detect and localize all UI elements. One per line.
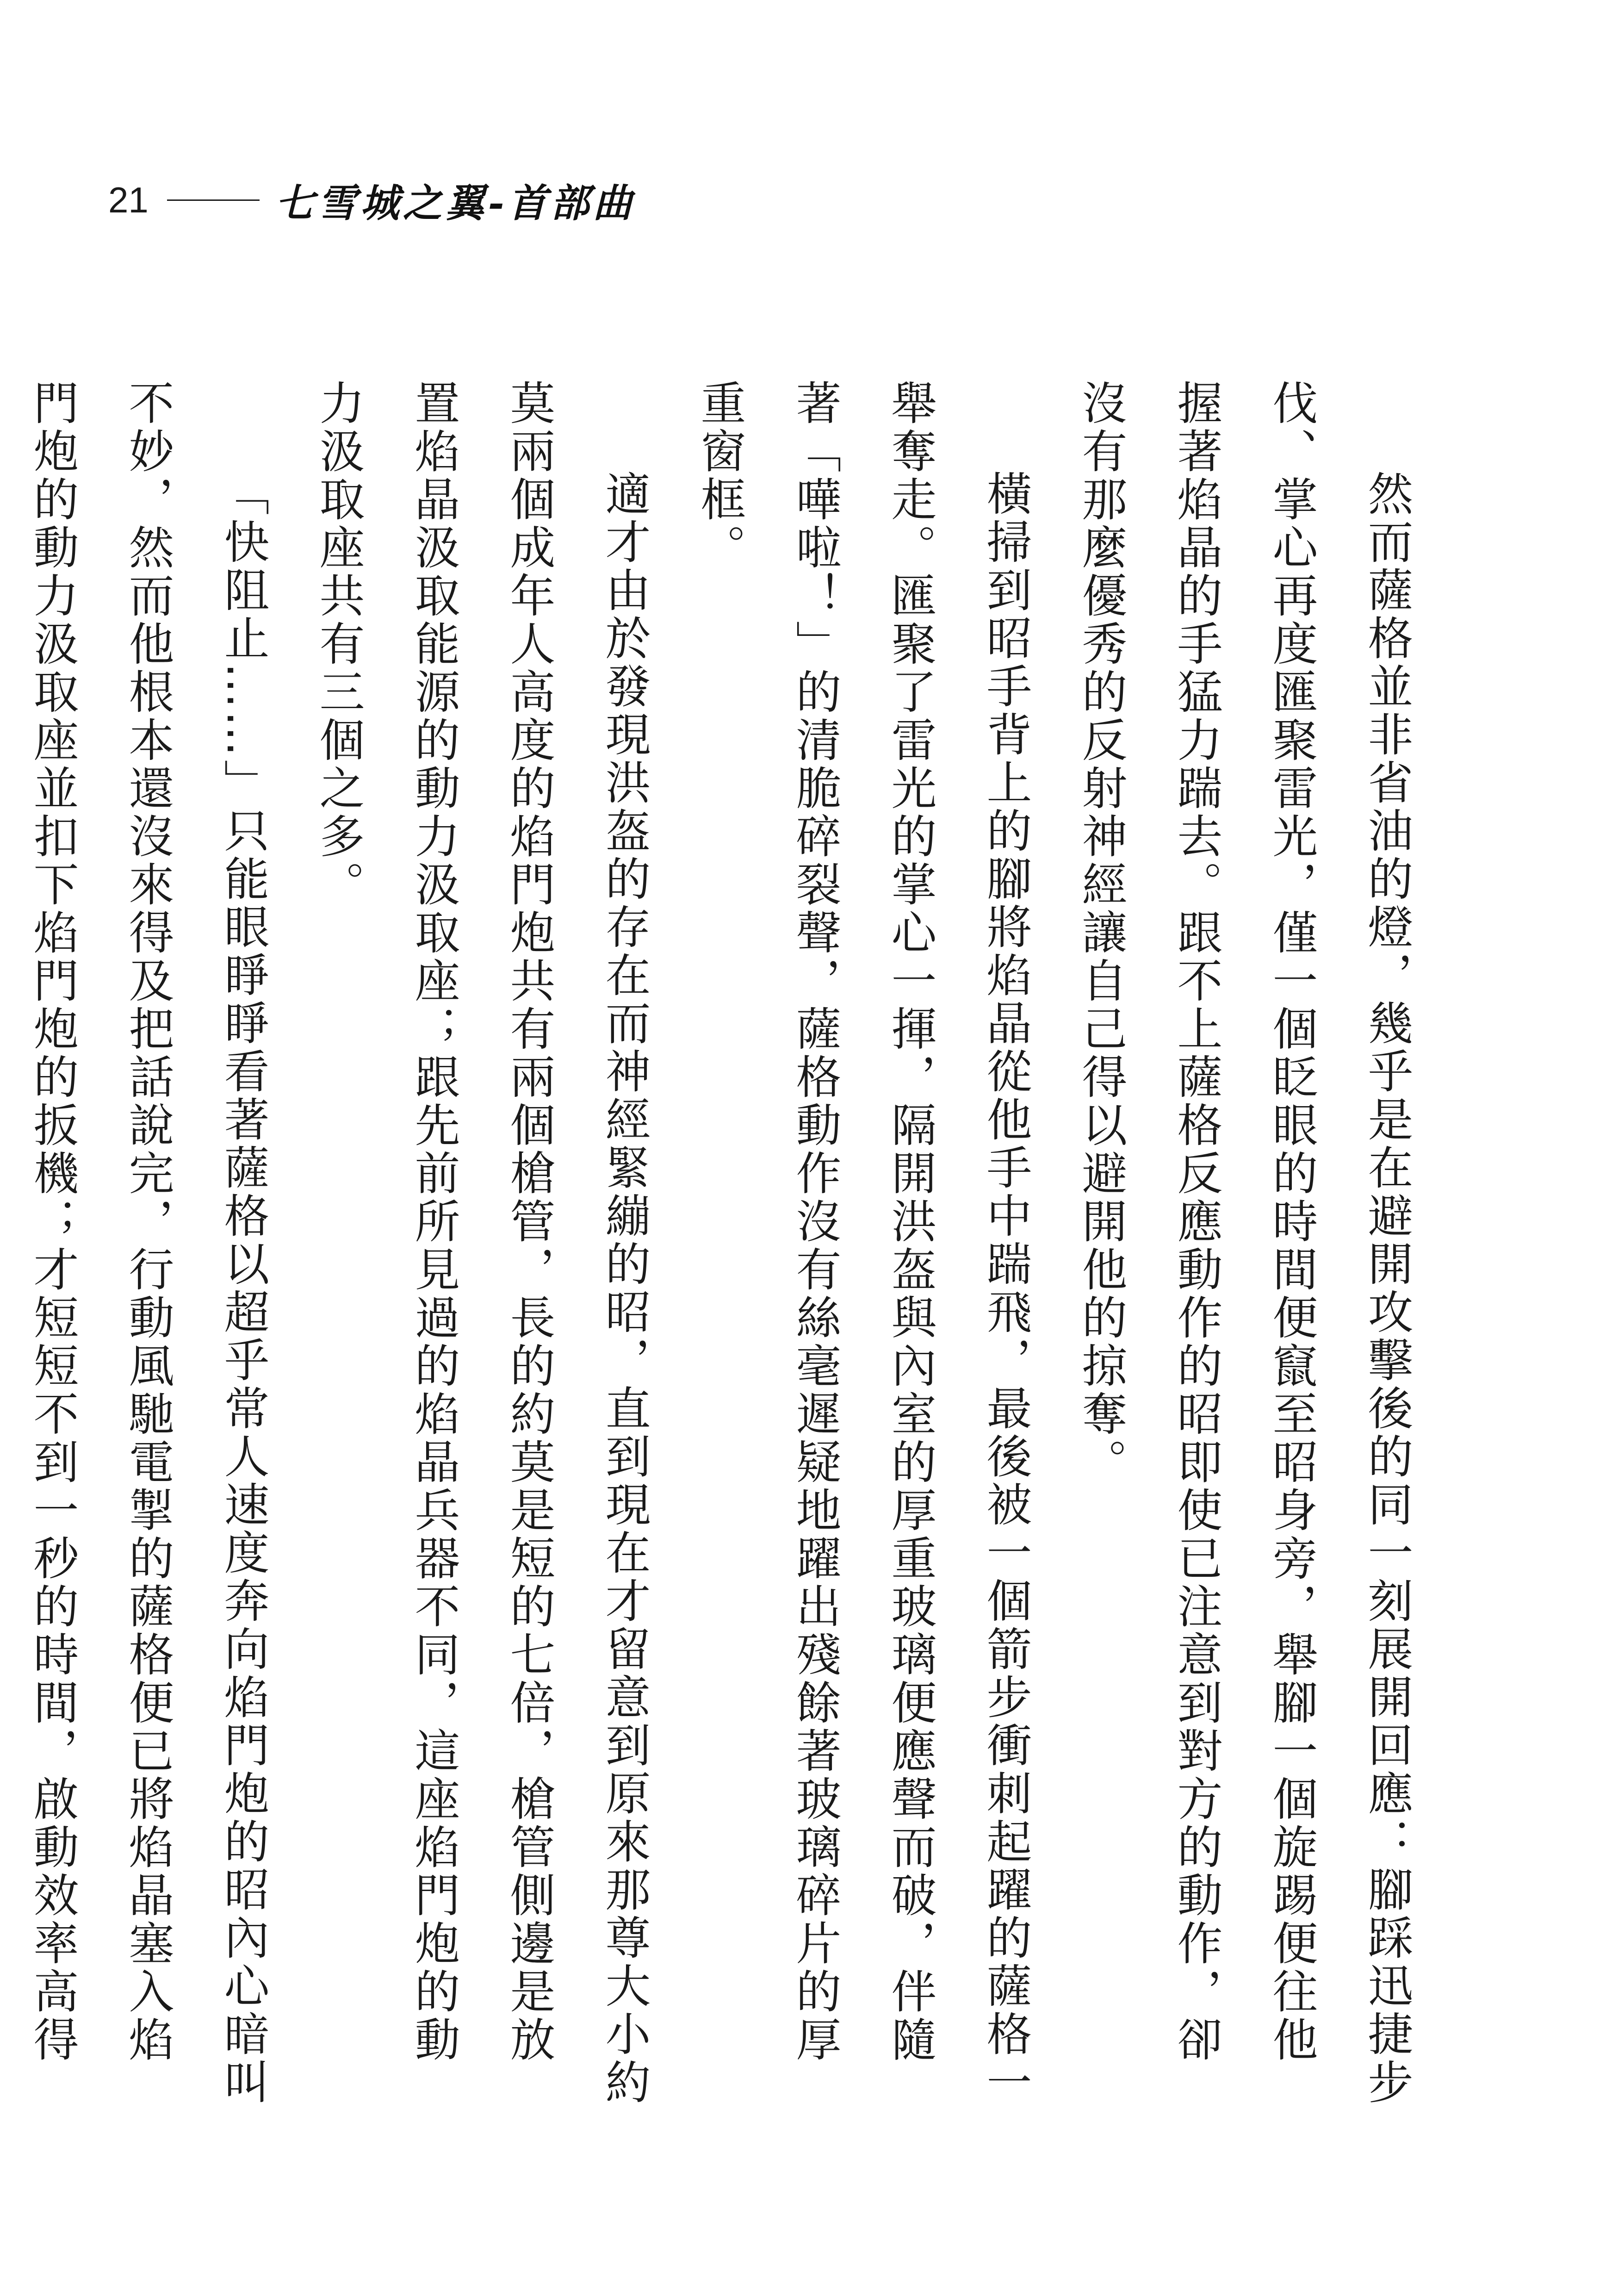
vertical-body-text (26, 380, 1434, 2110)
book-title: 七雪城之翼-首部曲 (275, 180, 636, 226)
paragraph: 然而薩格並非省油的燈，幾乎是在避開攻擊後的同一刻展開回應：腳踩迅捷步伐、掌心再度匯聚雷光，僅一個眨眼的時間便竄至昭身旁，舉腳一個旋踢便往他握著焰晶的手猛力踹去。跟不上薩格反應動作的昭即使已注意到對方的動作，卻沒有那麼優秀的反射神經讓自己得以避開他的掠奪。 (1074, 380, 1413, 2107)
paragraph: 「快阻止……」只能眼睜睜看著薩格以超乎常人速度奔向焰門炮的昭內心暗叫不妙，然而他根本還沒來得及把話說完，行動風馳電掣的薩格便已將焰晶塞入焰門炮的動力汲取座並扣下焰門炮的扳機；才短短不到一秒的時間，啟動效率高得 (26, 380, 269, 2107)
paragraph: 適才由於發現洪盔的存在而神經緊繃的昭，直到現在才留意到原來那尊大小約莫兩個成年人高度的焰門炮共有兩個槍管，長的約莫是短的七倍，槍管側邊是放置焰晶汲取能源的動力汲取座；跟先前所見過的焰晶兵器不同，這座焰門炮的動力汲取座共有三個之多。 (312, 380, 651, 2107)
running-header (108, 168, 636, 232)
paragraph: 橫掃到昭手背上的腳將焰晶從他手中踹飛，最後被一個箭步衝刺起躍的薩格一舉奪走。匯聚了雷光的掌心一揮，隔開洪盔與內室的厚重玻璃便應聲而破，伴隨著「嘩啦！」的清脆碎裂聲，薩格動作沒有絲毫遲疑地躍出殘餘著玻璃碎片的厚重窗框。 (693, 380, 1032, 2107)
page-number: 21 (108, 179, 149, 220)
header-rule (167, 199, 260, 201)
